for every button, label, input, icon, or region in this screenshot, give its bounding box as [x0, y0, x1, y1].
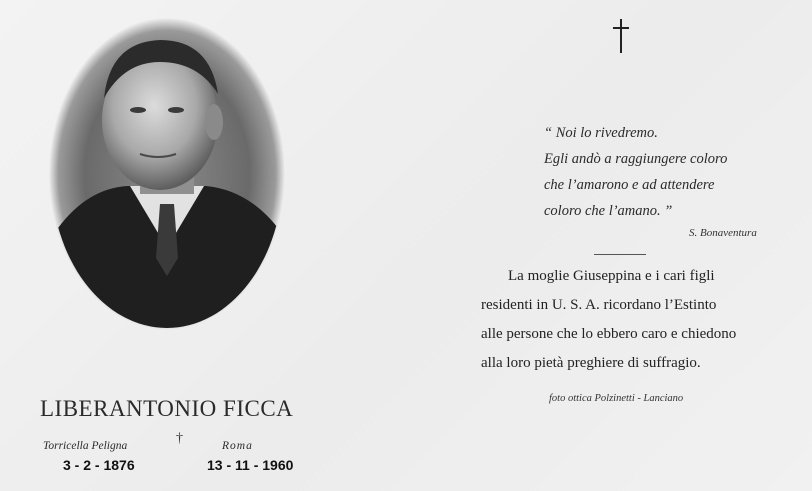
message-line: alla loro pietà preghiere di suffragio. [481, 355, 701, 371]
photo-credit: foto ottica Polzinetti - Lanciano [549, 393, 684, 404]
latin-cross-icon [610, 18, 632, 54]
message-line: La moglie Giuseppina e i cari figli [508, 268, 715, 284]
message-line: alle persone che lo ebbero caro e chiedono [481, 326, 737, 342]
dagger-icon: † [176, 431, 183, 446]
quote-line: Egli andò a raggiungere coloro [544, 151, 728, 167]
divider [594, 254, 646, 255]
message-line: residenti in U. S. A. ricordano l’Estinto [481, 297, 717, 313]
quote-block [544, 120, 794, 224]
death-date: 13 - 11 - 1960 [207, 457, 294, 473]
portrait-photo [48, 18, 286, 330]
birth-place: Torricella Peligna [43, 440, 128, 452]
quote-attribution: S. Bonaventura [689, 227, 757, 239]
death-place: Roma [222, 440, 253, 452]
quote-line: “ Noi lo rivedremo. [544, 125, 658, 141]
birth-date: 3 - 2 - 1876 [63, 457, 135, 473]
quote-line: coloro che l’amano. ” [544, 203, 673, 219]
quote-line: che l’amarono e ad attendere [544, 177, 715, 193]
family-message [481, 262, 801, 378]
deceased-name: LIBERANTONIO FICCA [40, 396, 294, 421]
